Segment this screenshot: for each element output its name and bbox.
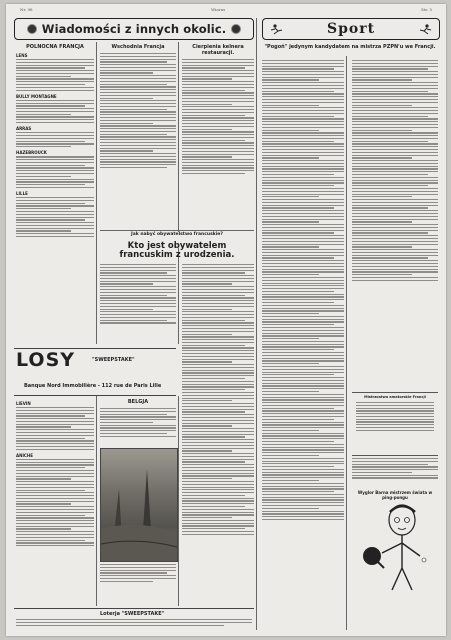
article-column bbox=[16, 398, 94, 606]
body-text bbox=[16, 197, 94, 237]
runner-icon bbox=[411, 23, 433, 35]
article-subheading: Jak nabyć obywatelstwo francuskie? bbox=[131, 232, 223, 237]
section-banner-left bbox=[14, 18, 254, 40]
rosette-icon bbox=[231, 24, 241, 34]
folio-left: Nr. 98 bbox=[20, 7, 33, 12]
divider bbox=[100, 230, 254, 231]
body-text bbox=[262, 60, 344, 520]
table-rows bbox=[356, 402, 434, 431]
body-text bbox=[352, 60, 438, 281]
section-heading: LIEVIN bbox=[16, 401, 31, 406]
body-text bbox=[16, 407, 94, 450]
column-rule bbox=[178, 42, 179, 232]
body-text bbox=[182, 59, 254, 174]
section-heading: LILLE bbox=[16, 191, 28, 197]
section-heading: BULLY MONTAGNE bbox=[16, 93, 57, 99]
column-rule bbox=[178, 248, 179, 344]
ad-sweepstake: "SWEEPSTAKE" bbox=[92, 357, 135, 363]
column-heading: Cierpienia kelnera restauracji. bbox=[192, 44, 244, 56]
runner-icon bbox=[269, 23, 291, 35]
section-banner-right bbox=[262, 18, 440, 40]
ad-headline: Loterja "SWEEPSTAKE" bbox=[100, 611, 165, 617]
table-title: Mistrzostwa amatorskie Francji bbox=[364, 395, 426, 399]
section-heading: ANICHE bbox=[16, 452, 33, 458]
body-text bbox=[100, 408, 176, 437]
lottery-advertisement bbox=[14, 348, 176, 396]
column-heading: POLNOCNA FRANCJA bbox=[26, 44, 84, 50]
article-heading: Kto jest obywatelem francuskim z urodzenia. bbox=[119, 241, 235, 260]
ad-bank: Banque Nord Immobilière - 112 rue de Paris Lille bbox=[24, 383, 162, 389]
article-column bbox=[100, 408, 176, 444]
column-heading: Wschodnia Francja bbox=[111, 44, 165, 50]
article-column bbox=[100, 564, 176, 604]
section-heading: HAZEBROUCK bbox=[16, 150, 47, 156]
section-title-left: Wiadomości z innych okolic. bbox=[41, 22, 227, 36]
body-text bbox=[100, 53, 176, 168]
body-text bbox=[16, 59, 94, 91]
body-text bbox=[182, 264, 254, 535]
section-heading: BELGJA bbox=[127, 399, 149, 405]
folio-center: Wiarus bbox=[211, 7, 226, 12]
photo-caption bbox=[100, 564, 176, 582]
section-title-right: Sport bbox=[326, 21, 376, 37]
newspaper-page bbox=[6, 4, 446, 636]
article-column bbox=[100, 44, 176, 229]
folio-right: Str. 5 bbox=[421, 7, 432, 12]
article-column bbox=[262, 60, 344, 620]
cartoon-caption: Wyglor Barna mistrzem świata w ping-pongu bbox=[357, 490, 433, 500]
column-rule bbox=[256, 18, 257, 630]
article-column bbox=[352, 60, 438, 390]
article-column bbox=[16, 44, 94, 344]
section-heading: ARRAS bbox=[16, 126, 32, 132]
body-text bbox=[16, 459, 94, 546]
landscape-photo-image bbox=[101, 449, 177, 561]
ad-headline: LOSY bbox=[16, 349, 76, 371]
results-table bbox=[352, 392, 438, 456]
article-heading: "Pogoń" jedynym kandydatem na mistrza PZPN'u we Francji. bbox=[264, 44, 436, 50]
rosette-icon bbox=[27, 24, 37, 34]
article-column bbox=[182, 44, 254, 229]
body-text bbox=[100, 264, 176, 324]
body-text bbox=[352, 458, 438, 479]
column-rule bbox=[346, 56, 347, 630]
lottery-footer-ad bbox=[14, 608, 254, 631]
article-column bbox=[100, 264, 176, 344]
article-column bbox=[182, 264, 254, 594]
body-text bbox=[16, 132, 94, 147]
column-rule bbox=[96, 42, 97, 344]
article-column bbox=[352, 458, 438, 488]
body-text bbox=[16, 156, 94, 188]
body-text bbox=[16, 100, 94, 123]
news-photo bbox=[100, 448, 178, 562]
column-rule bbox=[96, 396, 97, 606]
ping-pong-player-caricature bbox=[352, 498, 438, 594]
ad-text bbox=[16, 619, 252, 626]
column-rule bbox=[178, 396, 179, 606]
section-heading: LENS bbox=[16, 53, 28, 58]
